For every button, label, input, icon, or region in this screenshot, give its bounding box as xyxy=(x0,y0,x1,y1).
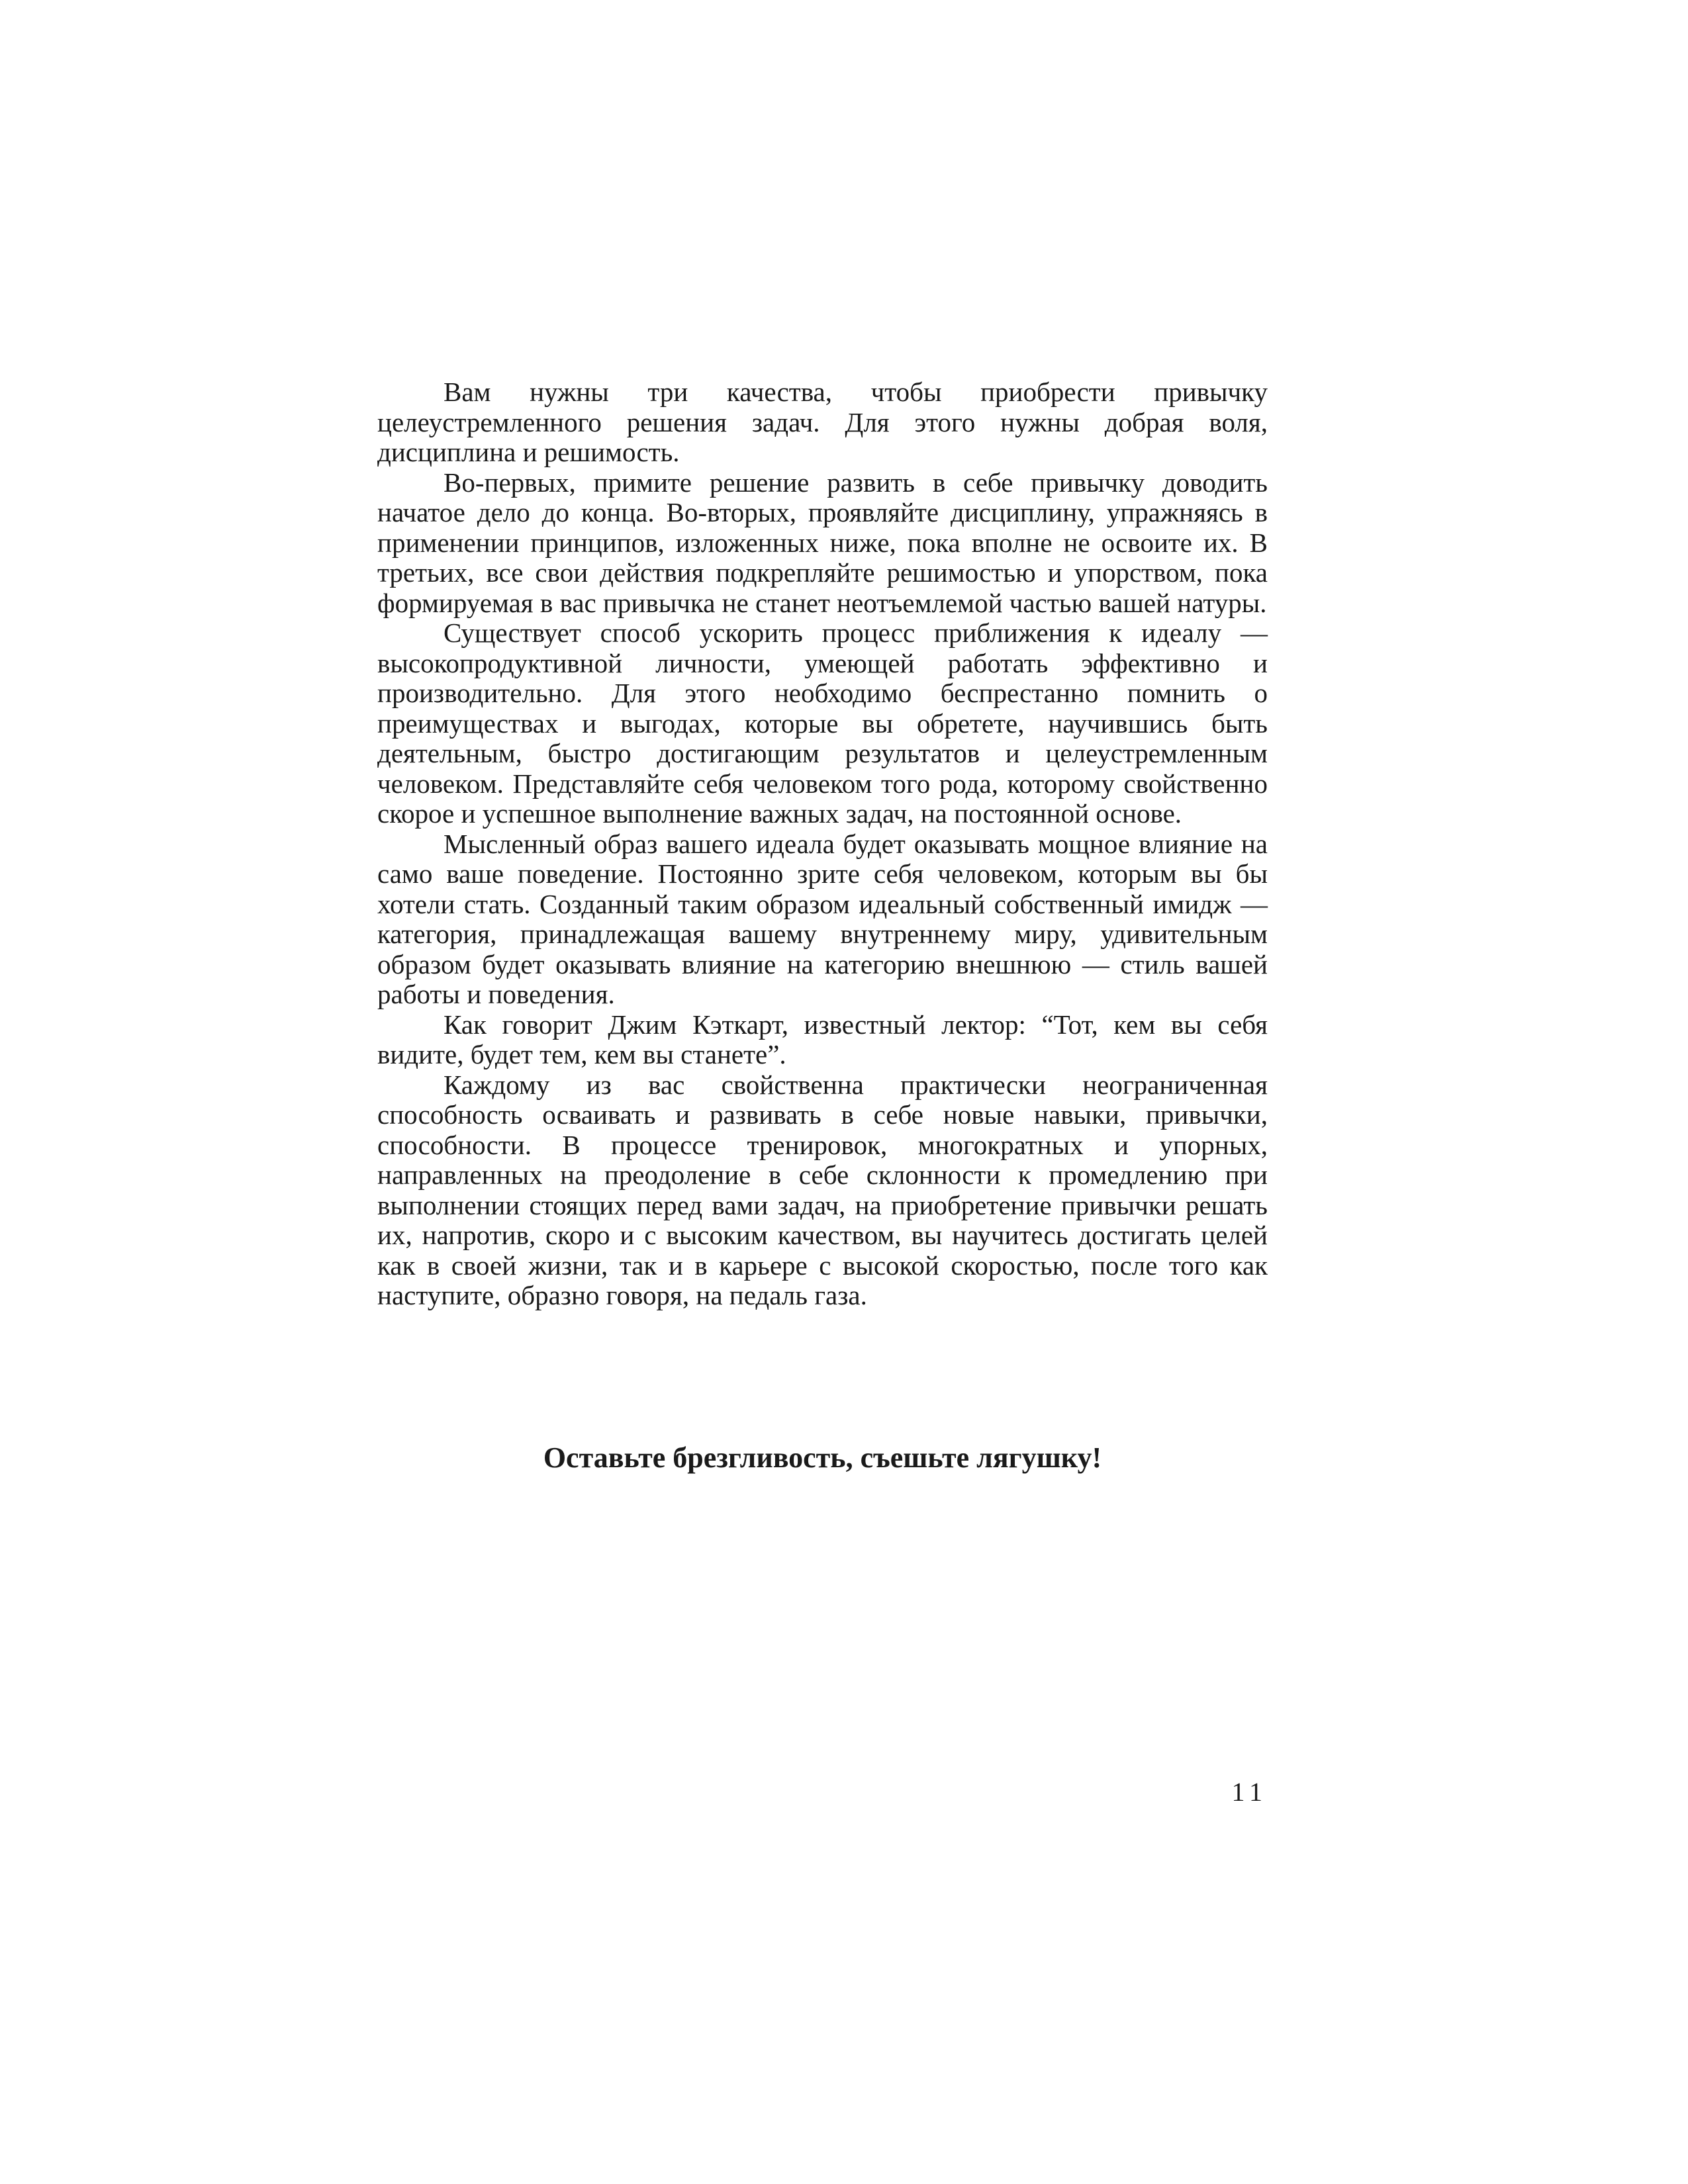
paragraph-6: Каждому из вас свойственна практически неограниченная способность осваивать и развивать в себе новые навыки, привычки, способности. В процессе тренировок, многократных и упорных, направленных на преодоление в себе склонности к промедлению при выполнении стоящих перед вами задач, на приобретение привычки решать их, напротив, скоро и с высоким качеством, вы научитесь достигать целей как в своей жизни, так и в карьере с высокой скоростью, после того как наступите, образно говоря, на педаль газа. xyxy=(377,1069,1268,1310)
body-text xyxy=(377,377,1268,1311)
paragraph-5: Как говорит Джим Кэткарт, известный лектор: “Тот, кем вы себя видите, будет тем, кем вы станете”. xyxy=(377,1009,1268,1069)
paragraph-3: Существует способ ускорить процесс приближения к идеалу — высокопродуктивной личности, умеющей работать эффективно и производительно. Для этого необходимо беспрестанно помнить о преимуществах и выгодах, которые вы обретете, научившись быть деятельным, быстро достигающим результатов и целеустремленным человеком. Представляйте себя человеком того рода, которому свойственно скорое и успешное выполнение важных задач, на постоянной основе. xyxy=(377,617,1268,829)
paragraph-1: Вам нужны три качества, чтобы приобрести привычку целеустремленного решения задач. Для этого нужны добрая воля, дисциплина и решимость. xyxy=(377,377,1268,467)
section-heading: Оставьте брезгливость, съешьте лягушку! xyxy=(543,1441,1102,1474)
paragraph-4: Мысленный образ вашего идеала будет оказывать мощное влияние на само ваше поведение. Постоянно зрите себя человеком, которым вы бы хотели стать. Созданный таким образом идеальный собственный имидж — категория, принадлежащая вашему внутреннему миру, удивительным образом будет оказывать влияние на категорию внешнюю — стиль вашей работы и поведения. xyxy=(377,828,1268,1009)
paragraph-2: Во-первых, примите решение развить в себе привычку доводить начатое дело до конца. Во-вторых, проявляйте дисциплину, упражняясь в применении принципов, изложенных ниже, пока вполне не освоите их. В третьих, все свои действия подкрепляйте решимостью и упорством, пока формируемая в вас привычка не станет неотъемлемой частью вашей натуры. xyxy=(377,467,1268,618)
page-number: 11 xyxy=(1231,1777,1268,1807)
